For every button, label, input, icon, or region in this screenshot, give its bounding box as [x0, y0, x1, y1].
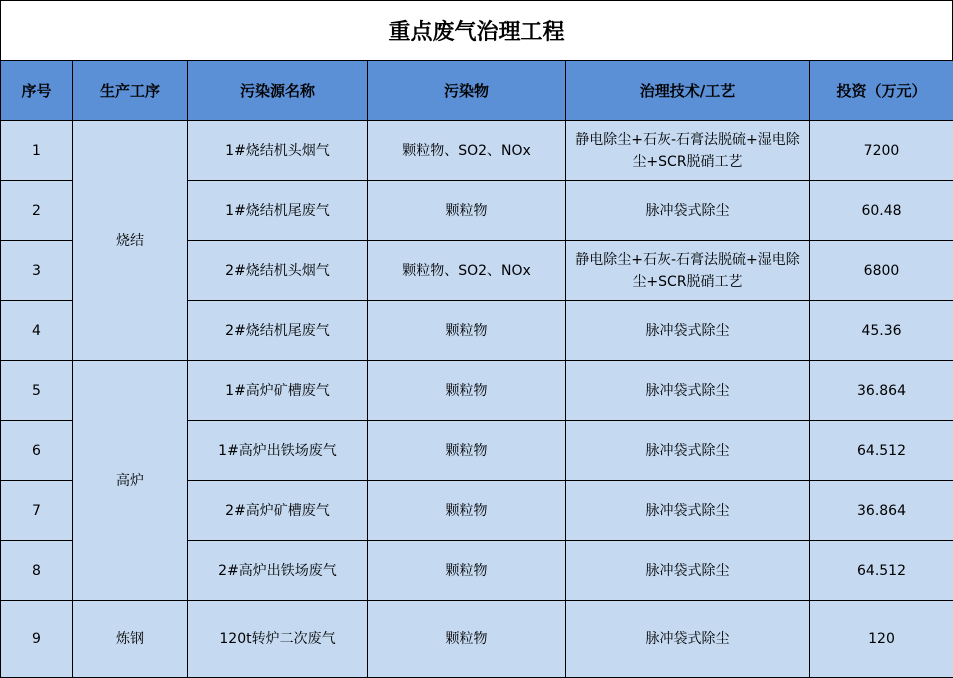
cell-tech: 静电除尘+石灰-石膏法脱硫+湿电除尘+SCR脱硝工艺	[566, 241, 810, 301]
governance-table	[0, 60, 953, 678]
cell-source: 2#烧结机尾废气	[188, 301, 368, 361]
cell-no: 5	[1, 361, 73, 421]
header-invest: 投资（万元）	[810, 61, 953, 121]
cell-no: 2	[1, 181, 73, 241]
cell-invest: 7200	[810, 121, 953, 181]
cell-invest: 6800	[810, 241, 953, 301]
cell-source: 2#高炉矿槽废气	[188, 481, 368, 541]
cell-tech: 脉冲袋式除尘	[566, 181, 810, 241]
cell-invest: 36.864	[810, 361, 953, 421]
cell-tech: 脉冲袋式除尘	[566, 361, 810, 421]
cell-tech: 静电除尘+石灰-石膏法脱硫+湿电除尘+SCR脱硝工艺	[566, 121, 810, 181]
cell-pollutant: 颗粒物	[368, 361, 566, 421]
cell-pollutant: 颗粒物	[368, 541, 566, 601]
cell-invest: 60.48	[810, 181, 953, 241]
header-tech: 治理技术/工艺	[566, 61, 810, 121]
cell-invest: 45.36	[810, 301, 953, 361]
cell-pollutant: 颗粒物、SO2、NOx	[368, 121, 566, 181]
cell-pollutant: 颗粒物	[368, 481, 566, 541]
cell-no: 4	[1, 301, 73, 361]
header-source: 污染源名称	[188, 61, 368, 121]
cell-pollutant: 颗粒物	[368, 421, 566, 481]
header-process: 生产工序	[73, 61, 188, 121]
cell-no: 7	[1, 481, 73, 541]
cell-no: 8	[1, 541, 73, 601]
cell-no: 9	[1, 601, 73, 678]
cell-invest: 64.512	[810, 421, 953, 481]
cell-source: 1#烧结机头烟气	[188, 121, 368, 181]
header-pollutant: 污染物	[368, 61, 566, 121]
cell-no: 6	[1, 421, 73, 481]
cell-tech: 脉冲袋式除尘	[566, 481, 810, 541]
cell-source: 1#烧结机尾废气	[188, 181, 368, 241]
cell-invest: 120	[810, 601, 953, 678]
cell-process: 炼钢	[73, 601, 188, 678]
cell-tech: 脉冲袋式除尘	[566, 301, 810, 361]
cell-no: 1	[1, 121, 73, 181]
cell-pollutant: 颗粒物	[368, 301, 566, 361]
header-no: 序号	[1, 61, 73, 121]
cell-source: 2#烧结机头烟气	[188, 241, 368, 301]
cell-source: 120t转炉二次废气	[188, 601, 368, 678]
cell-pollutant: 颗粒物	[368, 601, 566, 678]
cell-tech: 脉冲袋式除尘	[566, 601, 810, 678]
header-row	[1, 61, 953, 121]
cell-pollutant: 颗粒物、SO2、NOx	[368, 241, 566, 301]
cell-invest: 64.512	[810, 541, 953, 601]
cell-no: 3	[1, 241, 73, 301]
table-row	[1, 361, 953, 421]
table-row	[1, 601, 953, 678]
cell-tech: 脉冲袋式除尘	[566, 541, 810, 601]
cell-tech: 脉冲袋式除尘	[566, 421, 810, 481]
table-row	[1, 121, 953, 181]
cell-source: 2#高炉出铁场废气	[188, 541, 368, 601]
cell-process: 高炉	[73, 361, 188, 601]
cell-pollutant: 颗粒物	[368, 181, 566, 241]
cell-source: 1#高炉矿槽废气	[188, 361, 368, 421]
cell-source: 1#高炉出铁场废气	[188, 421, 368, 481]
cell-process: 烧结	[73, 121, 188, 361]
table-title: 重点废气治理工程	[0, 0, 953, 60]
cell-invest: 36.864	[810, 481, 953, 541]
